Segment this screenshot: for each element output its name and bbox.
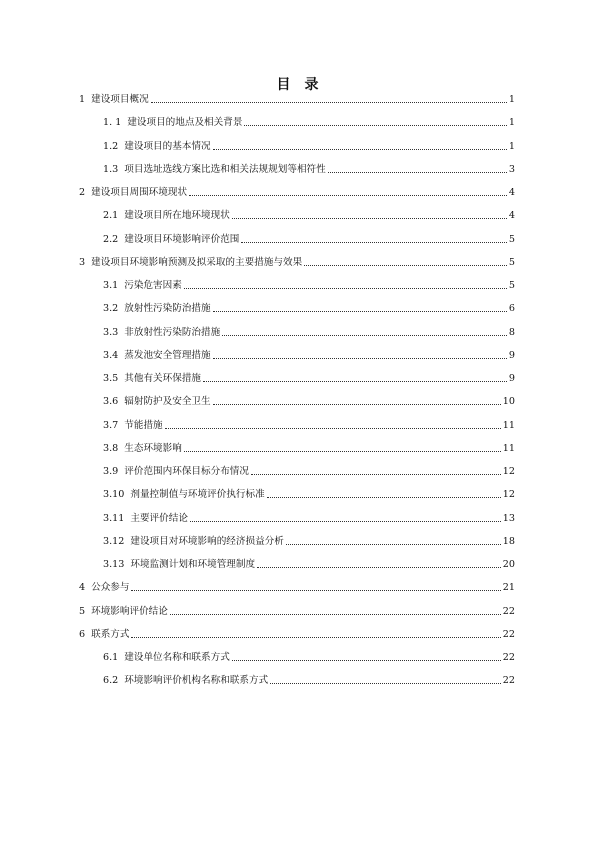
dot-leader [241,241,507,243]
toc-entry-page: 5 [508,280,515,291]
toc-entry-page: 10 [502,396,515,408]
toc-entry-number: 3.6 [103,396,119,408]
toc-entry-title: 建设项目环境影响评价范围 [124,233,240,245]
toc-entry-title: 蒸发池安全管理措施 [124,349,211,361]
toc-entry-label [103,373,201,385]
toc-entry-number: 3.7 [103,419,119,431]
toc-entry-page: 12 [502,489,515,501]
toc-entry-label [103,513,188,525]
toc-entry-page: 1 [508,140,515,152]
dot-leader [286,543,501,545]
toc-entry[interactable] [103,418,515,432]
toc-entry-number: 3.8 [103,442,119,454]
toc-entry[interactable] [103,534,515,548]
toc-entry-number: 3.13 [103,559,125,570]
toc-entry-label [103,559,255,571]
toc-entry-page: 9 [508,349,515,361]
toc-entry-number: 6.1 [103,652,119,663]
toc-entry-page: 5 [508,256,515,268]
toc-entry-title: 生态环境影响 [124,442,182,454]
toc-entry[interactable] [103,673,515,687]
toc-entry-title: 辐射防护及安全卫生 [124,396,211,408]
toc-entry-number: 2.1 [103,210,119,222]
toc-entry-number: 3.5 [103,373,119,384]
toc-entry-title: 其他有关环保措施 [124,373,202,384]
toc-entry-number: 5 [79,605,86,617]
toc-entry-title: 建设单位名称和联系方式 [124,652,230,663]
toc-entry-number: 1.2 [103,140,119,152]
toc-entry-page: 5 [508,233,515,245]
toc-entry-label [103,652,230,664]
toc-entry[interactable] [79,255,515,269]
toc-entry-page: 22 [502,652,515,663]
toc-entry-page: 4 [508,210,515,222]
page-title [0,74,595,94]
dot-leader [203,380,507,382]
toc-entry-title: 公众参与 [91,582,130,594]
toc-entry-title: 建设项目所在地环境现状 [124,210,230,222]
toc-entry[interactable] [103,371,515,385]
toc-entry[interactable] [79,185,515,199]
toc-entry-label [103,536,284,548]
toc-entry-number: 2 [79,187,86,198]
toc-entry-number: 3.4 [103,349,119,361]
toc-entry-label [103,117,242,129]
toc-entry-page: 11 [502,442,515,454]
toc-entry-number: 6.2 [103,675,119,687]
toc-entry-label [103,234,239,246]
toc-entry-label [79,582,129,594]
dot-leader [304,264,507,266]
toc-entry[interactable] [79,627,515,641]
dot-leader [213,148,507,150]
toc-entry-number: 2.2 [103,233,119,245]
toc-entry-title: 建设项目的地点及相关背景 [127,117,243,129]
toc-entry-page: 1 [508,117,515,129]
toc-entry-number: 3.10 [103,489,125,501]
toc-entry-number: 3.1 [103,280,119,291]
title-char-2: 录 [304,77,319,93]
dot-leader [213,403,501,405]
dot-leader [213,357,507,359]
toc-entry-title: 污染危害因素 [124,280,182,291]
toc-entry[interactable] [103,278,515,292]
toc-entry-page: 20 [502,559,515,570]
toc-entry-title: 放射性污染防治措施 [124,303,211,315]
toc-entry-label [103,466,249,478]
toc-entry-title: 环境影响评价结论 [91,605,168,617]
dot-leader [244,124,506,126]
toc-entry[interactable] [103,511,515,525]
toc-entry[interactable] [103,301,515,315]
toc-entry-label [103,443,182,455]
toc-entry-title: 剂量控制值与环境评价执行标准 [130,489,265,501]
toc-entry-page: 8 [508,326,515,338]
dot-leader [213,310,507,312]
toc-entry-number: 1.3 [103,163,119,175]
toc-entry-page: 22 [502,675,515,687]
toc-entry-number: 4 [79,582,86,594]
toc-entry-number: 3.11 [103,512,125,524]
dot-leader [151,101,507,103]
dot-leader [222,334,507,336]
toc-entry-title: 评价范围内环保目标分布情况 [124,466,249,477]
toc-entry[interactable] [103,557,515,571]
toc-entry-number: 3.3 [103,326,119,338]
toc-entry-page: 22 [502,628,515,640]
toc-entry-title: 项目选址选线方案比选和相关法规规划等相符性 [124,163,326,175]
dot-leader [232,217,507,219]
toc-entry-title: 建设项目环境影响预测及拟采取的主要措施与效果 [91,256,303,268]
toc-entry-page: 22 [502,605,515,617]
toc-entry[interactable] [103,487,515,501]
toc-entry[interactable] [103,162,515,176]
dot-leader [190,520,501,522]
toc-entry[interactable] [103,394,515,408]
toc-entry[interactable] [103,650,515,664]
toc-entry[interactable] [103,464,515,478]
toc-entry[interactable] [103,348,515,362]
toc-entry-label [103,210,230,222]
toc-entry[interactable] [79,580,515,594]
toc-entry-label [79,629,129,641]
toc-entry-title: 建设项目周围环境现状 [91,187,188,198]
toc-entry-label [103,420,163,432]
toc-entry-label [103,280,182,292]
dot-leader [131,589,500,591]
dot-leader [165,427,501,429]
toc-entry-page: 3 [508,163,515,175]
dot-leader [131,636,500,638]
toc-entry-page: 21 [502,582,515,594]
toc-entry-title: 建设项目对环境影响的经济损益分析 [130,535,284,547]
toc-entry[interactable] [103,232,515,246]
dot-leader [189,194,507,196]
toc-entry[interactable] [79,92,515,106]
toc-entry-page: 11 [502,419,515,431]
toc-entry-title: 建设项目概况 [91,94,149,105]
toc-entry-page: 9 [508,373,515,384]
toc-entry-title: 节能措施 [124,419,163,431]
toc-entry-label [103,141,211,153]
toc-entry[interactable] [79,604,515,618]
dot-leader [328,171,507,173]
toc-entry-label [103,164,326,176]
toc-entry-label [103,489,265,501]
toc-entry[interactable] [103,115,515,129]
toc-entry-page: 1 [508,94,515,105]
toc-entry-number: 1. 1 [103,117,122,129]
dot-leader [184,287,507,289]
toc-entry-page: 6 [508,303,515,315]
dot-leader [170,613,501,615]
toc-entry-label [103,675,268,687]
toc-entry-label [103,350,211,362]
toc-entry-title: 环境影响评价机构名称和联系方式 [124,675,269,687]
toc-entry[interactable] [103,441,515,455]
toc-entry-page: 13 [502,512,515,524]
toc-entry-number: 3.12 [103,535,125,547]
toc-entry-title: 主要评价结论 [130,512,188,524]
toc-entry-page: 12 [502,466,515,477]
dot-leader [267,496,501,498]
toc-entry-label [79,187,187,199]
toc-entry-label [79,606,168,618]
toc-entry-label [79,94,149,106]
toc-entry-number: 6 [79,628,86,640]
toc-entry-label [103,396,211,408]
toc-entry[interactable] [103,325,515,339]
toc-entry-title: 建设项目的基本情况 [124,140,211,152]
toc-entry-page: 18 [502,535,515,547]
toc-entry-number: 3 [79,256,86,268]
toc-entry-label [103,327,220,339]
toc-entry-title: 环境监测计划和环境管理制度 [130,559,256,570]
toc-entry-number: 3.2 [103,303,119,315]
toc-entry-title: 非放射性污染防治措施 [124,326,221,338]
title-char-1: 目 [276,77,291,93]
dot-leader [251,473,501,475]
toc-entry-number: 3.9 [103,466,119,477]
dot-leader [257,566,501,568]
toc-entry-page: 4 [508,187,515,198]
dot-leader [270,682,501,684]
toc-entry-number: 1 [79,94,86,105]
toc-entry-label [103,303,211,315]
dot-leader [232,659,501,661]
toc-entry[interactable] [103,208,515,222]
toc-entry-label [79,257,302,269]
toc-entry-title: 联系方式 [91,628,130,640]
dot-leader [184,450,501,452]
toc-entry[interactable] [103,139,515,153]
